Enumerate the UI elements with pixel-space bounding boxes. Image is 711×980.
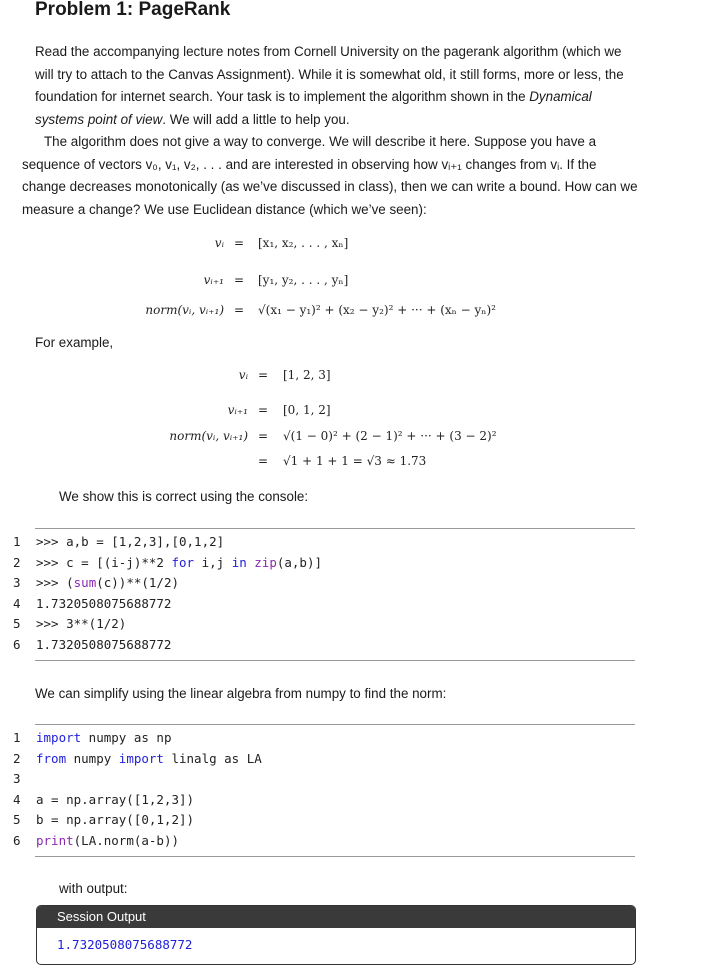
line-number: 3 <box>13 771 21 786</box>
code-line <box>0 730 711 750</box>
code-text: from numpy import linalg as LA <box>36 750 262 766</box>
line-number: 1 <box>13 534 21 549</box>
equation-rhs: [1, 2, 3] <box>283 368 331 382</box>
equals-sign: = <box>234 273 245 287</box>
code-text: >>> (sum(c))**(1/2) <box>36 575 180 590</box>
equation-lhs: vᵢ <box>238 368 248 382</box>
code-text: import numpy as np <box>36 730 172 745</box>
code-text: b = np.array([0,1,2]) <box>36 812 195 827</box>
equation-lhs: vᵢ <box>214 236 224 250</box>
equals-sign: = <box>258 429 269 443</box>
code-text: a = np.array([1,2,3]) <box>36 791 195 807</box>
intro-text: Read the accompanying lecture notes from Cornell University on the pagerank algorithm (which we will try to attach to the Canvas Assignment). While it is somewhat old, it still forms, more or less, the foundation for internet search. Your task is to implement the algorithm shown in the <box>35 44 624 104</box>
equals-sign: = <box>258 454 269 468</box>
line-number: 4 <box>13 791 21 807</box>
code-line <box>0 596 711 616</box>
code-line <box>0 575 711 595</box>
code-line <box>0 534 711 554</box>
code-line <box>0 771 711 791</box>
line-number: 6 <box>13 832 21 848</box>
code-bottom-rule <box>35 660 635 661</box>
intro-paragraph <box>22 41 640 221</box>
equation-rhs: √(x₁ − y₁)² + (x₂ − y₂)² + ··· + (xₙ − yₙ)² <box>258 303 496 317</box>
with-output-label: with output: <box>59 881 128 896</box>
numpy-intro-text: We can simplify using the linear algebra from numpy to find the norm: <box>35 686 447 701</box>
for-example-label: For example, <box>35 335 114 350</box>
line-number: 1 <box>13 730 21 745</box>
session-output-box <box>36 905 636 965</box>
code-text: 1.7320508075688772 <box>36 595 172 611</box>
code-text: >>> c = [(i-j)**2 for i,j in zip(a,b)] <box>36 554 323 570</box>
line-number: 5 <box>13 812 21 827</box>
code-text: print(LA.norm(a-b)) <box>36 832 179 848</box>
equals-sign: = <box>258 403 269 417</box>
numpy-code-block <box>0 730 711 855</box>
algorithm-paragraph: The algorithm does not give a way to converge. We will describe it here. Suppose you have a sequence of vectors v₀, v₁, v₂, . . . and are interested in observing how vᵢ₊₁ changes from vᵢ. If the change decreases monotonically (as we’ve discussed in class), then we can write a bound. How can we measure a change? We use Euclidean distance (which we’ve seen): <box>22 134 638 217</box>
console-code-block <box>0 534 711 659</box>
code2-top-rule <box>35 724 635 725</box>
code-text: 1.7320508075688772 <box>36 636 172 652</box>
line-number: 2 <box>13 554 21 570</box>
session-output-value: 1.7320508075688772 <box>57 937 193 952</box>
equals-sign: = <box>258 368 269 382</box>
code-line <box>0 637 711 657</box>
code-top-rule <box>35 528 635 529</box>
page-title: Problem 1: PageRank <box>35 0 231 20</box>
emphasis-text: Dynamical systems point of view <box>35 89 592 127</box>
equation-rhs: [0, 1, 2] <box>283 403 331 417</box>
code-text: >>> 3**(1/2) <box>36 616 127 631</box>
code-line <box>0 833 711 853</box>
code-line <box>0 812 711 832</box>
code-text: >>> a,b = [1,2,3],[0,1,2] <box>36 534 225 549</box>
session-output-header: Session Output <box>37 906 635 928</box>
equation-lhs: norm(vᵢ, vᵢ₊₁) <box>145 303 224 317</box>
equation-lhs: vᵢ₊₁ <box>227 403 248 417</box>
code2-bottom-rule <box>35 856 635 857</box>
code-line <box>0 792 711 812</box>
line-number: 4 <box>13 595 21 611</box>
line-number: 3 <box>13 575 21 590</box>
code-line <box>0 555 711 575</box>
line-number: 5 <box>13 616 21 631</box>
equation-rhs: [y₁, y₂, . . . , yₙ] <box>258 273 349 287</box>
equals-sign: = <box>234 303 245 317</box>
console-intro-text: We show this is correct using the console: <box>59 489 309 504</box>
intro-tail: . We will add a little to help you. <box>162 111 350 127</box>
code-line <box>0 616 711 636</box>
equals-sign: = <box>234 236 245 250</box>
line-number: 2 <box>13 750 21 766</box>
equation-rhs: √1 + 1 + 1 = √3 ≈ 1.73 <box>283 454 427 468</box>
equation-lhs: vᵢ₊₁ <box>203 273 224 287</box>
equation-rhs: √(1 − 0)² + (2 − 1)² + ··· + (3 − 2)² <box>283 429 497 443</box>
equation-rhs: [x₁, x₂, . . . , xₙ] <box>258 236 349 250</box>
line-number: 6 <box>13 636 21 652</box>
code-line <box>0 751 711 771</box>
equation-lhs: norm(vᵢ, vᵢ₊₁) <box>169 429 248 443</box>
